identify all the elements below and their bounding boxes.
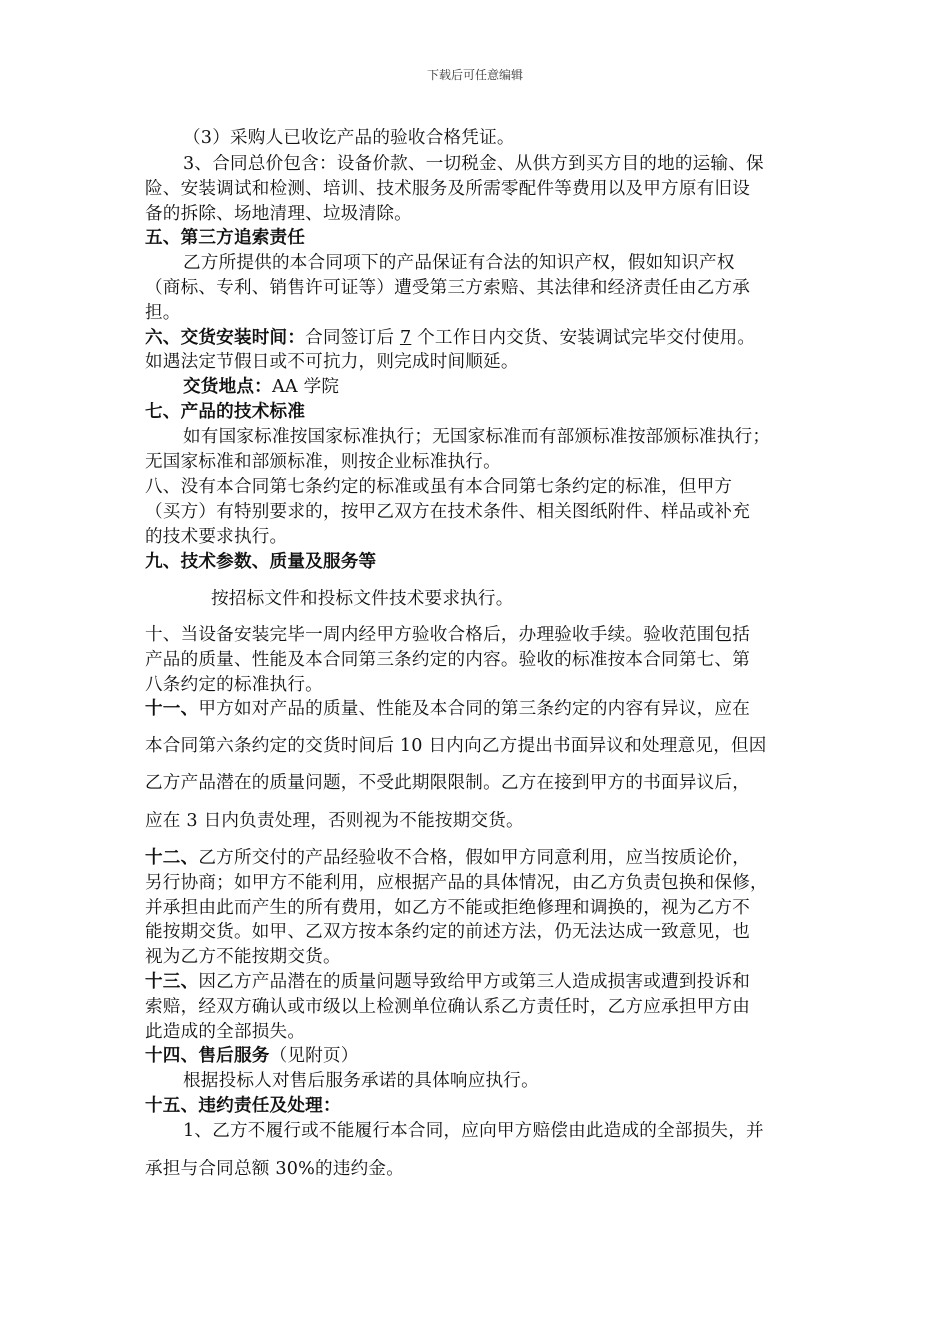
paragraph-line: 本合同第六条约定的交货时间后 10 日内向乙方提出书面异议和处理意见，但因 <box>145 736 767 756</box>
page-header: 下载后可任意编辑 <box>426 68 523 82</box>
delivery-days: 7 <box>399 328 412 348</box>
paragraph-line: 备的拆除、场地清理、垃圾清除。 <box>145 204 412 224</box>
section-heading: 十五、违约责任及处理： <box>145 1095 341 1116</box>
section-heading: 十四、售后服务 <box>145 1045 270 1066</box>
paragraph-line: 八条约定的标准执行。 <box>145 675 323 695</box>
section-heading: 十三、 <box>145 971 199 992</box>
text-span: 因乙方产品潜在的质量问题导致给甲方或第三人造成损害或遭到投诉和 <box>198 972 751 992</box>
paragraph-line: 乙方所提供的本合同项下的产品保证有合法的知识产权，假如知识产权 <box>183 253 735 273</box>
delivery-location: AA 学院 <box>271 377 340 397</box>
paragraph-line <box>183 375 853 399</box>
paragraph-line <box>145 697 815 721</box>
paragraph-line: 1、乙方不履行或不能履行本合同，应向甲方赔偿由此造成的全部损失，并 <box>183 1121 764 1141</box>
section-heading: 九、技术参数、质量及服务等 <box>145 551 377 572</box>
paragraph-line <box>145 1044 815 1068</box>
paragraph-line: 承担与合同总额 30%的违约金。 <box>145 1159 405 1179</box>
text-span: 个工作日内交货、安装调试完毕交付使用。 <box>417 328 756 348</box>
paragraph-line: 3、合同总价包含：设备价款、一切税金、从供方到买方目的地的运输、保 <box>183 154 764 174</box>
paragraph-line: （3）采购人已收讫产品的验收合格凭证。 <box>183 128 515 148</box>
paragraph-line: 无国家标准和部颁标准，则按企业标准执行。 <box>145 452 501 472</box>
label-heading: 交货地点： <box>183 376 272 397</box>
text-span: 乙方所交付的产品经验收不合格，假如甲方同意利用，应当按质论价， <box>198 848 751 868</box>
paragraph-line: 按招标文件和投标文件技术要求执行。 <box>211 589 514 609</box>
paragraph-line: 另行协商；如甲方不能利用，应根据产品的具体情况，由乙方负责包换和保修， <box>145 873 768 893</box>
paragraph-line: 如有国家标准按国家标准执行；无国家标准而有部颁标准按部颁标准执行； <box>183 427 771 447</box>
paragraph-line: 产品的质量、性能及本合同第三条约定的内容。验收的标准按本合同第七、第 <box>145 650 750 670</box>
paragraph-line: （买方）有特别要求的，按甲乙双方在技术条件、相关图纸附件、样品或补充 <box>145 502 750 522</box>
paragraph-line: 担。 <box>145 303 181 323</box>
paragraph-line: 的技术要求执行。 <box>145 527 288 547</box>
paragraph-line: 险、安装调试和检测、培训、技术服务及所需零配件等费用以及甲方原有旧设 <box>145 179 750 199</box>
paragraph-line: 并承担由此而产生的所有费用，如乙方不能或拒绝修理和调换的，视为乙方不 <box>145 898 750 918</box>
section-heading: 六、交货安装时间： <box>145 327 306 348</box>
paragraph-line: 如遇法定节假日或不可抗力，则完成时间顺延。 <box>145 352 519 372</box>
section-heading: 十一、 <box>145 698 199 719</box>
paragraph-line: 十、当设备安装完毕一周内经甲方验收合格后，办理验收手续。验收范围包括 <box>145 625 750 645</box>
section-heading: 五、第三方追索责任 <box>145 227 306 248</box>
text-span: （见附页） <box>269 1046 359 1066</box>
paragraph-line <box>145 970 815 994</box>
paragraph-line: 视为乙方不能按期交货。 <box>145 947 341 967</box>
section-heading: 七、产品的技术标准 <box>145 401 306 422</box>
paragraph-line: 此造成的全部损失。 <box>145 1022 306 1042</box>
paragraph-line: 应在 3 日内负责处理，否则视为不能按期交货。 <box>145 811 524 831</box>
paragraph-line: 能按期交货。如甲、乙双方按本条约定的前述方法，仍无法达成一致意见，也 <box>145 922 750 942</box>
paragraph-line <box>145 846 815 870</box>
section-heading: 十二、 <box>145 847 199 868</box>
paragraph-line: 索赔，经双方确认或市级以上检测单位确认系乙方责任时，乙方应承担甲方由 <box>145 997 750 1017</box>
paragraph-line: 根据投标人对售后服务承诺的具体响应执行。 <box>183 1071 539 1091</box>
paragraph-line: 八、没有本合同第七条约定的标准或虽有本合同第七条约定的标准，但甲方 <box>145 477 733 497</box>
paragraph-line: （商标、专利、销售许可证等）遭受第三方索赔、其法律和经济责任由乙方承 <box>145 278 750 298</box>
paragraph-line: 乙方产品潜在的质量问题，不受此期限限制。乙方在接到甲方的书面异议后， <box>145 773 750 793</box>
paragraph-line <box>145 326 815 350</box>
text-span: 合同签订后 <box>305 328 395 348</box>
text-span: 甲方如对产品的质量、性能及本合同的第三条约定的内容有异议，应在 <box>198 699 751 719</box>
